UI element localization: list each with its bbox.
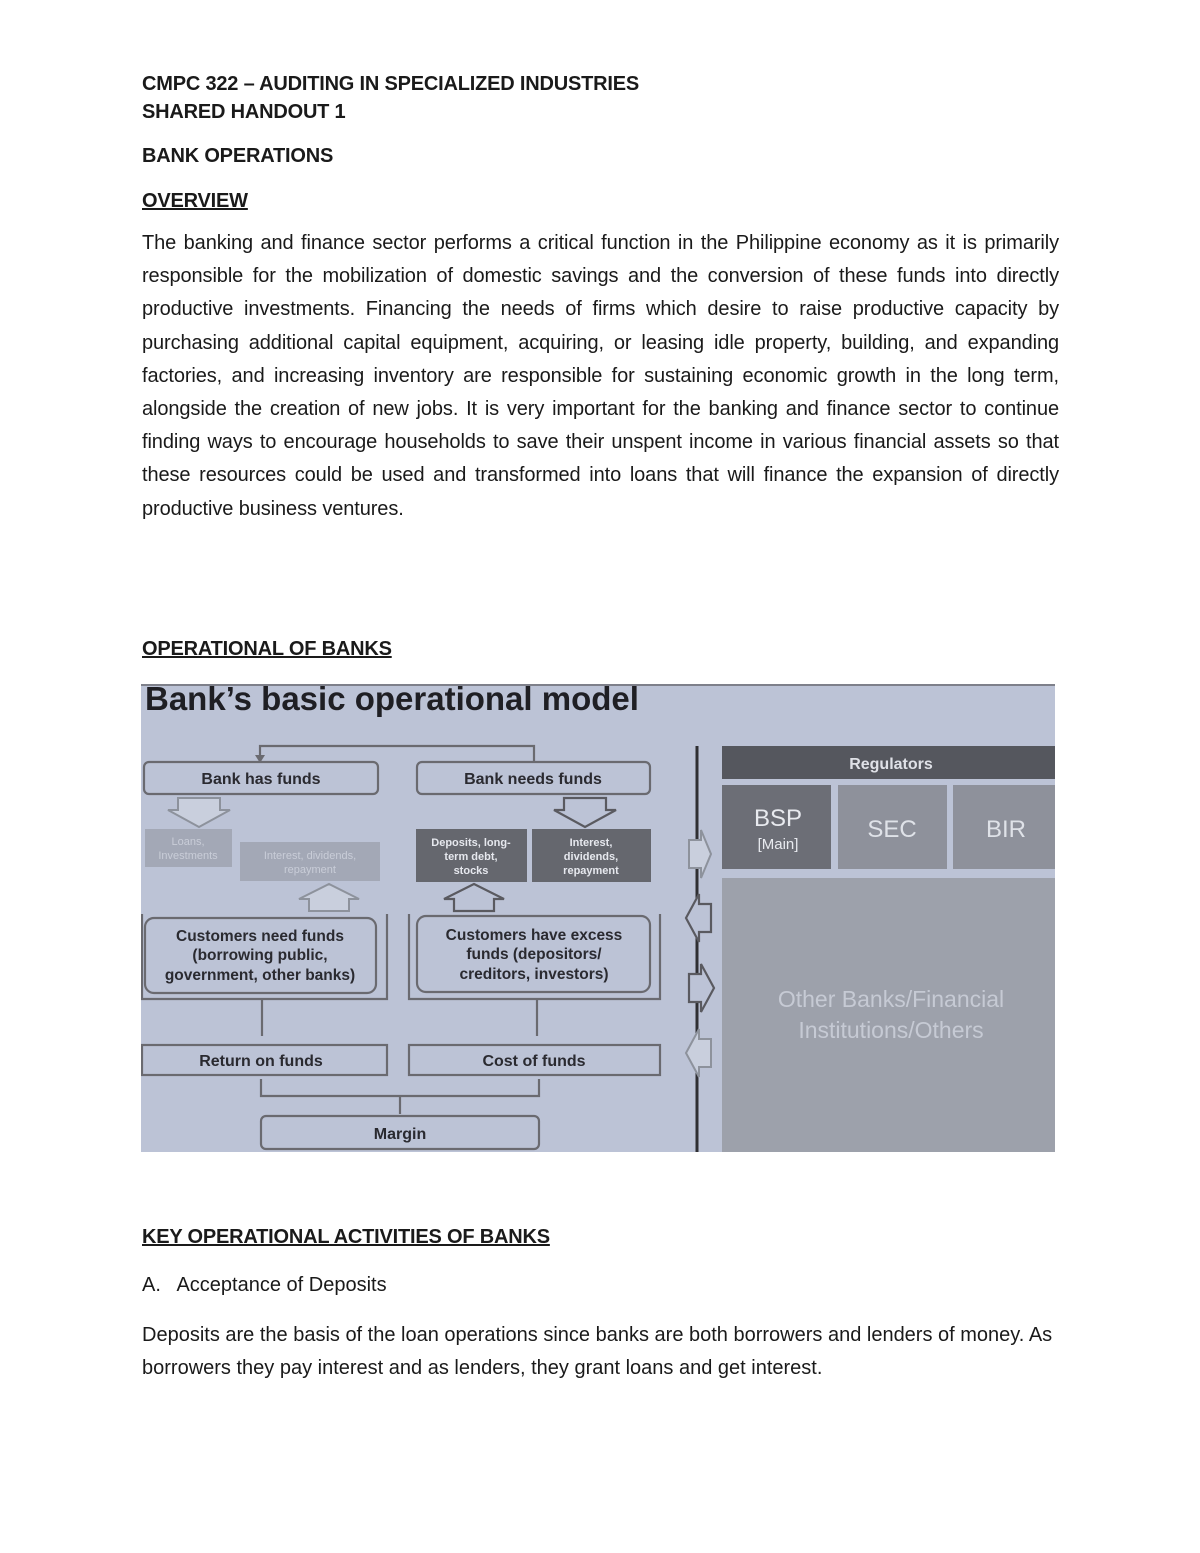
interest-out-line1: Interest, — [569, 837, 613, 849]
topic-title: BANK OPERATIONS — [142, 145, 334, 167]
interest-out-line2: dividends, — [563, 851, 619, 863]
overview-heading: OVERVIEW — [142, 190, 248, 212]
overview-paragraph: The banking and finance sector performs a critical function in the Philippine economy as it is primarily responsible for the mobilization of domestic savings and the conversion of these funds into directly productive investments. Financing the needs of firms which desire to raise productive capacity by purchasing additional capital equipment, acquiring, or leasing idle property, building, and expanding factories, and increasing inventory are responsible for sustaining economic growth in the long term, alongside the creation of new jobs. It is very important for the banking and finance sector to continue finding ways to encourage households to save their unspent income in various financial assets so that these resources could be used and transformed into loans that will finance the expansion of directly productive business ventures. — [142, 232, 1059, 520]
other-banks-box — [722, 878, 1055, 1152]
cust-excess-line2: funds (depositors/ — [466, 946, 602, 963]
return-on-funds-label: Return on funds — [199, 1053, 323, 1070]
bir-label: BIR — [985, 816, 1027, 843]
margin-label: Margin — [373, 1126, 427, 1143]
operational-heading: OPERATIONAL OF BANKS — [142, 638, 392, 660]
cost-of-funds-label: Cost of funds — [482, 1053, 586, 1070]
cust-excess-line1: Customers have excess — [445, 927, 623, 944]
key-activities-heading: KEY OPERATIONAL ACTIVITIES OF BANKS — [142, 1226, 550, 1248]
bank-has-funds-label: Bank has funds — [201, 771, 321, 788]
diagram-title: Bank’s basic operational model — [145, 684, 639, 717]
sec-label: SEC — [867, 816, 917, 843]
handout-title: SHARED HANDOUT 1 — [142, 101, 346, 123]
bsp-label: BSP — [753, 805, 803, 832]
deposits-paragraph: Deposits are the basis of the loan operations since banks are both borrowers and lenders of money. As borrowers they pay interest and as lenders, they grant loans and get interest. — [142, 1324, 1053, 1379]
other-banks-line2: Institutions/Others — [798, 1017, 984, 1043]
bank-needs-funds-label: Bank needs funds — [464, 771, 602, 788]
regulators-label: Regulators — [849, 756, 933, 773]
cust-excess-line3: creditors, investors) — [459, 966, 609, 983]
cust-need-line1: Customers need funds — [176, 928, 344, 945]
deposits-line2: term debt, — [444, 851, 498, 863]
course-title: CMPC 322 – AUDITING IN SPECIALIZED INDUSTRIES — [142, 73, 639, 95]
cust-need-line2: (borrowing public, — [192, 947, 328, 964]
bsp-main-label: [Main] — [757, 836, 799, 853]
interest-in-line1: Interest, dividends, — [263, 850, 357, 862]
deposits-line3: stocks — [453, 865, 489, 877]
item-a — [142, 1269, 387, 1302]
interest-in-line2: repayment — [284, 864, 336, 876]
other-banks-line1: Other Banks/Financial — [777, 986, 1005, 1012]
loans-label-line2: Investments — [158, 850, 218, 862]
bank-operational-model-diagram — [141, 684, 1055, 1152]
loans-label-line1: Loans, — [171, 836, 205, 848]
interest-out-line3: repayment — [563, 865, 619, 877]
deposits-line1: Deposits, long- — [431, 837, 511, 849]
item-a-marker: A. — [142, 1274, 161, 1296]
cust-need-line3: government, other banks) — [164, 967, 356, 984]
item-a-label: Acceptance of Deposits — [176, 1274, 387, 1296]
